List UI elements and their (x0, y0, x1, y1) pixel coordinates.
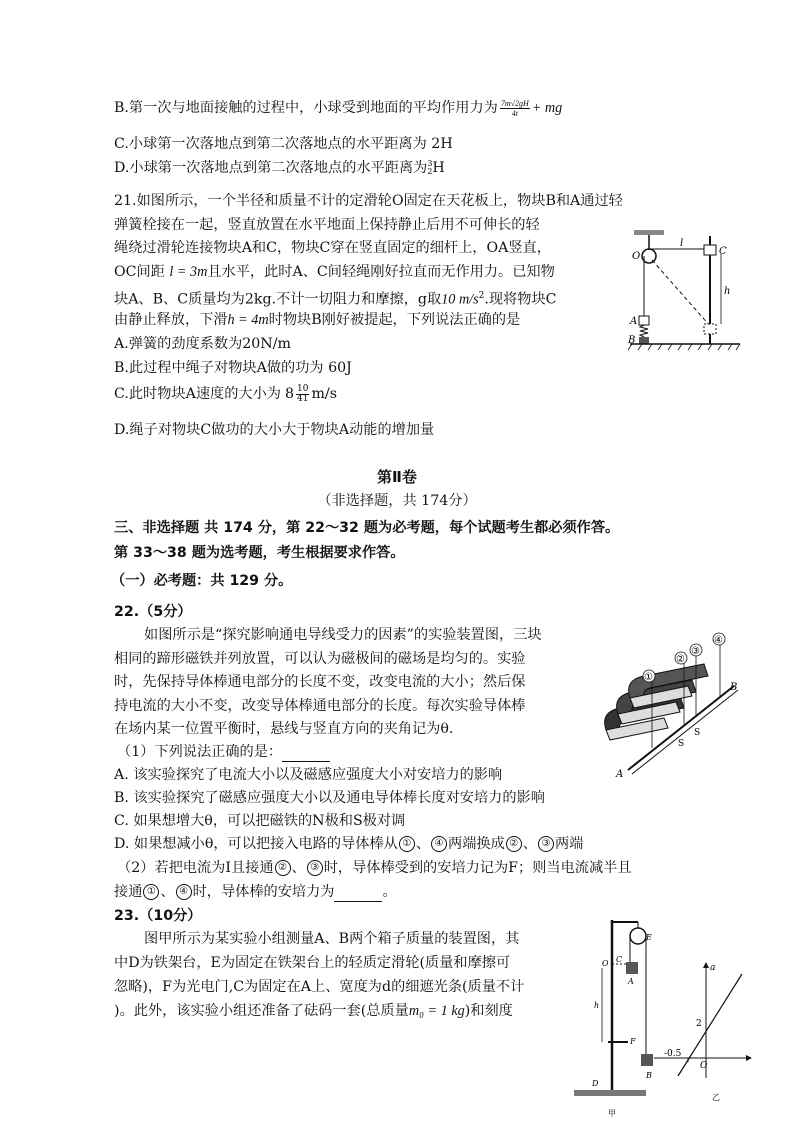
label-s: S (694, 728, 701, 738)
label-a-axis: a (710, 963, 716, 973)
q21-option-b: B.此过程中绳子对物块A做的功为 60J (114, 360, 352, 376)
label-3: ③ (691, 646, 700, 657)
label-h: h (724, 286, 731, 297)
caption-jia: 甲 (608, 1109, 616, 1118)
label-f: F (630, 1037, 636, 1046)
q21-stem-line4: OC间距 l = 3m且水平，此时A、C间轻绳刚好拉直而无作用力。已知物 (114, 264, 555, 280)
label-b: B (646, 1071, 652, 1080)
q20-option-c: C.小球第一次落地点到第二次落地点的水平距离为 2H (114, 136, 453, 152)
label-a: A (630, 316, 638, 327)
section-subtitle: （非选择题，共 174分） (317, 493, 477, 509)
box-a (626, 962, 638, 974)
label-c: C (719, 246, 727, 257)
label-neg05: -0.5 (664, 1049, 682, 1059)
section-intro-line2: 第 33～38 题为选考题，考生根据要求作答。 (114, 545, 405, 561)
q20-option-b: B.第一次与地面接触的过程中，小球受到地面的平均作用力为 $\frac{7m√2gH}{4t}$ + mg (114, 98, 563, 118)
q23-graph-figure (650, 958, 754, 1108)
q21-stem-line6: 由静止释放，下滑h = 4m时物块B刚好被提起，下列说法正确的是 (114, 312, 521, 328)
label-b: B (628, 335, 636, 346)
caption-yi: 乙 (712, 1093, 720, 1102)
label-b: B (730, 682, 738, 693)
q21-option-a: A.弹簧的劲度系数为20N/m (114, 336, 291, 352)
q22-para-line3: 时，先保持导体棒通电部分的长度不变，改变电流的大小；然后保 (114, 674, 526, 690)
label-o: O (602, 959, 609, 968)
section-title: 第Ⅱ卷 (377, 468, 417, 486)
q22-heading: 22.（5分） (114, 604, 192, 620)
label-o: O (632, 251, 641, 262)
label-2: 2 (696, 1019, 702, 1029)
q22-sub2: （2）若把电流为I且接通 ② 、 ③ 时，导体棒受到的安培力记为F；则当电流减半且 (117, 860, 632, 876)
q23-heading: 23.（10分） (114, 908, 202, 924)
label-n: N (668, 721, 676, 731)
fraction: $\frac{7m√2gH}{4t}$ (500, 98, 529, 118)
q20-option-d: D.小球第一次落地点到第二次落地点的水平距离为 3 2 H (114, 159, 445, 176)
label-4: ④ (714, 635, 723, 646)
q22-magnet-figure (598, 630, 758, 780)
q23-para-line2: 中D为铁架台，E为固定在铁架台上的轻质定滑轮(质量和摩擦可 (114, 955, 511, 971)
q22-para-line1: 如图所示是“探究影响通电导线受力的因素”的实验装置图，三块 (144, 627, 542, 643)
ceiling (634, 230, 664, 235)
label-a: A (628, 977, 634, 986)
stand-base (574, 1090, 646, 1096)
q22-para-line4: 持电流的大小不变，改变导体棒通电部分的长度。每次实验导体棒 (114, 698, 526, 714)
required-heading: （一）必考题：共 129 分。 (111, 573, 293, 589)
label-c: C (616, 955, 623, 964)
q21-stem-line3: 绳绕过滑轮连接物块A和C，物块C穿在竖直固定的细杆上，OA竖直， (114, 240, 551, 256)
q22-option-a: A. 该实验探究了电流大小以及磁感应强度大小对安培力的影响 (114, 767, 503, 783)
label-1: ① (644, 672, 653, 683)
label-e: E (646, 933, 652, 942)
q23-para-line4: )。此外，该实验小组还准备了砝码一套(总质量m₀ = 1 kg)和刻度 (114, 1003, 513, 1019)
section-intro-line1: 三、非选择题 共 174 分，第 22～32 题为必考题，每个试题考生都必须作答。 (114, 520, 620, 536)
answer-blank[interactable] (282, 747, 330, 762)
q21-stem-line5: 块A、B、C质量均为2kg.不计一切阻力和摩擦，g取10 $m/s^2$.现将物块C (114, 291, 557, 308)
block-a (639, 316, 649, 325)
q21-stem-line1: 21.如图所示，一个半径和质量不计的定滑轮O固定在天花板上，物块B和A通过轻 (114, 193, 623, 209)
q23-para-line3: 忽略)，F为光电门,C为固定在A上、宽度为d的细遮光条(质量不计 (114, 979, 525, 995)
q23-para-line1: 图甲所示为某实验小组测量A、B两个箱子质量的装置图，其 (144, 931, 520, 947)
label-s: S (678, 739, 685, 749)
q22-option-c: C. 如果想增大θ，可以把磁铁的N极和S极对调 (114, 813, 406, 829)
label-l: l (680, 238, 684, 249)
q22-option-d: D. 如果想减小θ，可以把接入电路的导体棒从 ① 、 ④ 两端换成 ② 、 ③ 两端 (114, 836, 584, 852)
q21-pulley-figure (628, 228, 744, 352)
q21-option-c: C.此时物块A速度的大小为 8 $\frac{10}{41}$ m/s (114, 383, 337, 404)
pulley-e (630, 928, 646, 944)
q21-stem-line2: 弹簧栓接在一起，竖直放置在水平地面上保持静止后用不可伸长的轻 (114, 217, 540, 233)
q22-para-line5: 在场内某一位置平衡时，悬线与竖直方向的夹角记为θ. (114, 721, 454, 737)
q22-sub1: （1）下列说法正确的是： (117, 742, 330, 762)
block-b (639, 337, 649, 344)
q22-para-line2: 相同的蹄形磁铁并列放置，可以认为磁极间的磁场是均匀的。实验 (114, 651, 526, 667)
answer-blank[interactable] (334, 887, 382, 902)
label-h: h (594, 1001, 600, 1010)
label-2: ② (676, 654, 685, 665)
block-c (704, 245, 716, 255)
q22-option-b: B. 该实验探究了磁感应强度大小以及通电导体棒长度对安培力的影响 (114, 790, 545, 806)
spring (640, 325, 648, 337)
q22-sub2-cont: 接通 ① 、 ④ 时，导体棒的安培力为 。 (114, 884, 397, 900)
q21-option-d: D.绳子对物块C做功的大小大于物块A动能的增加量 (114, 422, 435, 438)
label-a: A (616, 769, 624, 780)
label-d: D (592, 1079, 599, 1088)
label-origin: O (700, 1061, 708, 1071)
